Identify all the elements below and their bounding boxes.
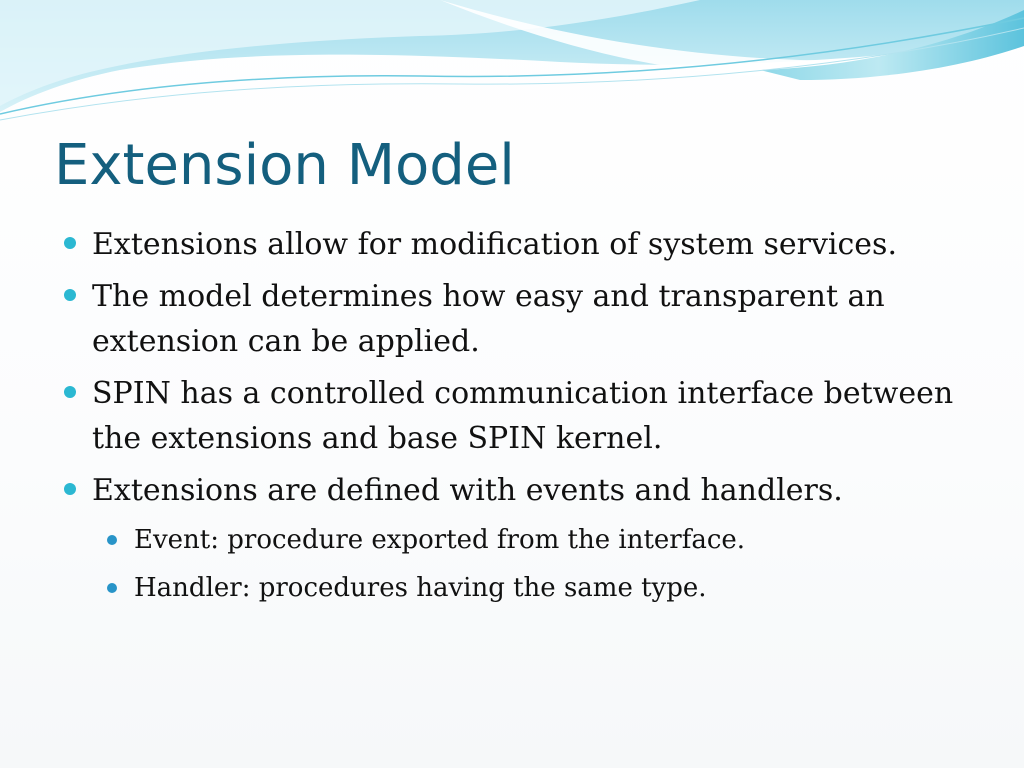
bullet-text: Extensions are defined with events and handlers. (92, 473, 843, 508)
bullet-dot-icon (64, 289, 76, 301)
sub-bullet-item (107, 568, 984, 608)
sub-bullet-item (107, 520, 984, 560)
sub-bullet-dot-icon (107, 535, 117, 545)
bullet-item (64, 222, 984, 267)
bullet-text: The model determines how easy and transparent an extension can be applied. (92, 279, 885, 359)
bullet-list (64, 222, 984, 616)
bullet-dot-icon (64, 237, 76, 249)
sub-bullet-text: Event: procedure exported from the interface. (134, 525, 746, 555)
bullet-text: Extensions allow for modification of system services. (92, 227, 897, 262)
bullet-text: SPIN has a controlled communication interface between the extensions and base SPIN kernel. (92, 376, 954, 456)
sub-bullet-text: Handler: procedures having the same type. (134, 573, 707, 603)
header-wave-decoration (0, 0, 1024, 130)
slide-title: Extension Model (54, 133, 515, 198)
bullet-dot-icon (64, 386, 76, 398)
bullet-item (64, 274, 984, 364)
bullet-item (64, 468, 984, 513)
bullet-dot-icon (64, 483, 76, 495)
bullet-item (64, 371, 984, 461)
sub-bullet-dot-icon (107, 583, 117, 593)
